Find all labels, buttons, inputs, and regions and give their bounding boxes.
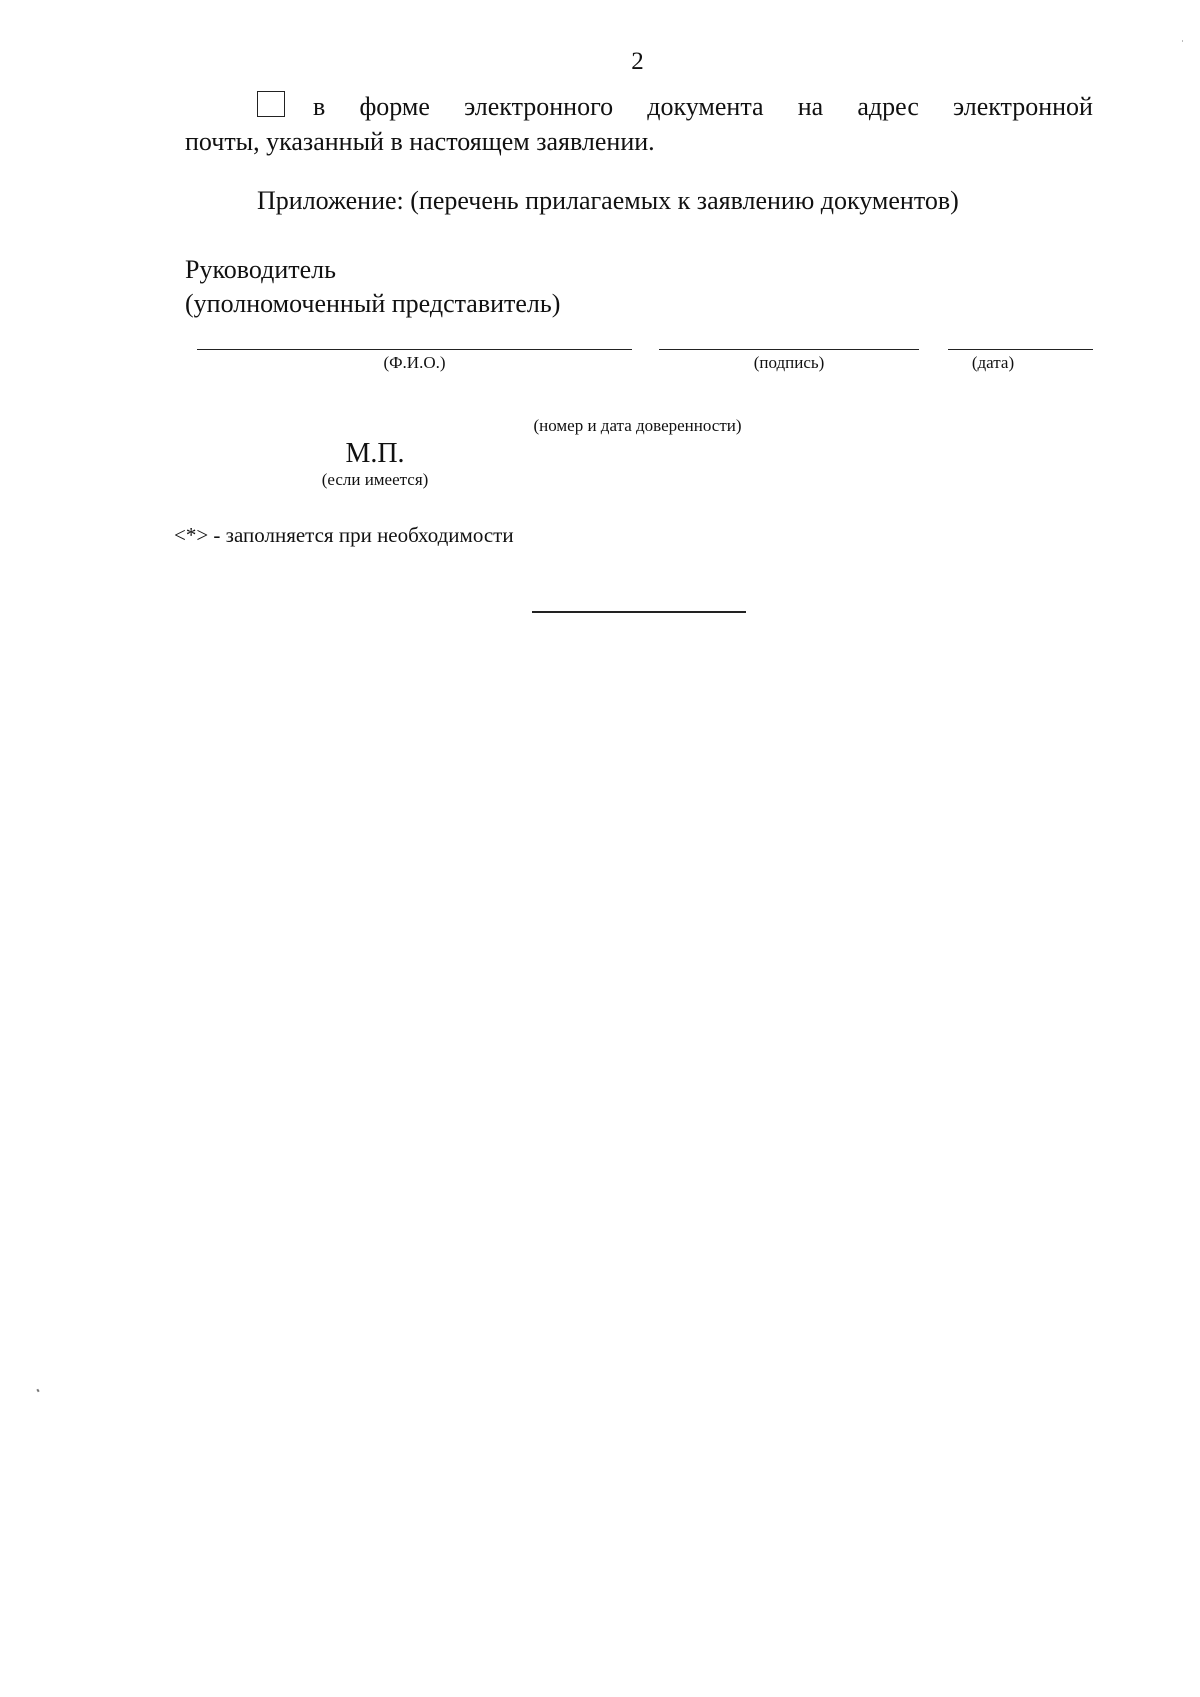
option-word: форме — [359, 92, 430, 121]
option-word: в — [313, 92, 326, 121]
date-signature-line[interactable] — [948, 349, 1093, 350]
signatory-title: Руководитель — [185, 255, 336, 284]
fio-signature-line[interactable] — [197, 349, 632, 350]
electronic-delivery-option-text-continued: почты, указанный в настоящем заявлении. — [185, 127, 655, 156]
option-word: электронного — [464, 92, 614, 121]
signatory-subtitle: (уполномоченный представитель) — [185, 289, 561, 318]
signature-caption: (подпись) — [753, 353, 825, 372]
electronic-delivery-option-text — [313, 92, 1093, 122]
electronic-delivery-checkbox[interactable] — [257, 91, 285, 117]
end-of-document-rule — [532, 611, 746, 613]
scan-speck — [36, 1389, 39, 1393]
scan-speck — [1182, 40, 1183, 42]
fio-caption: (Ф.И.О.) — [383, 353, 446, 372]
option-word: документа — [647, 92, 764, 121]
footnote: <*> - заполняется при необходимости — [174, 523, 514, 547]
proxy-caption: (номер и дата доверенности) — [533, 416, 742, 435]
page-number: 2 — [631, 48, 644, 75]
date-caption: (дата) — [971, 353, 1015, 372]
option-word: электронной — [953, 92, 1093, 121]
stamp-label: М.П. — [345, 438, 405, 469]
option-word: адрес — [857, 92, 919, 121]
signature-line[interactable] — [659, 349, 919, 350]
stamp-note: (если имеется) — [321, 470, 429, 489]
option-word: на — [797, 92, 824, 121]
attachment-list-label: Приложение: (перечень прилагаемых к заявлению документов) — [257, 186, 959, 215]
